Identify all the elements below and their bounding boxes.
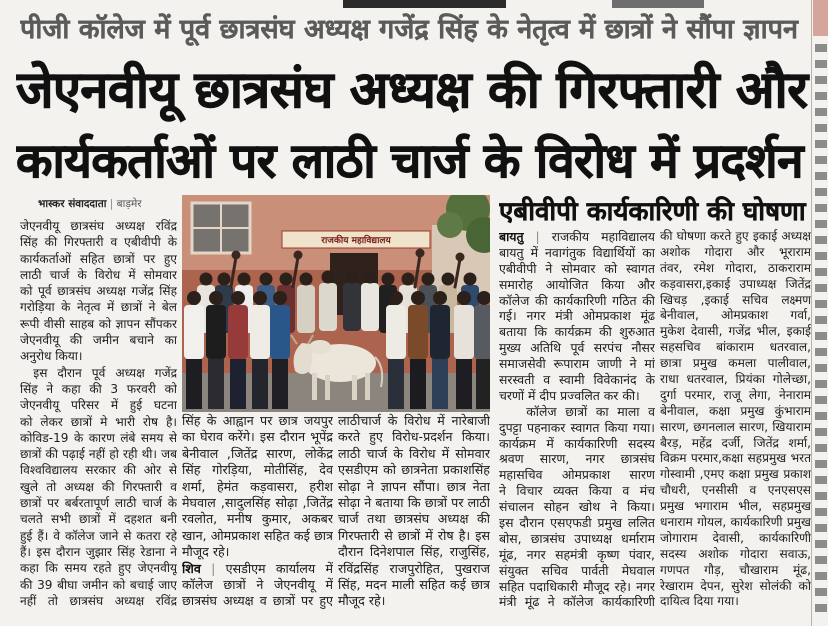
photo-person (228, 291, 248, 409)
text-line: जेएनवीयू परिसर में हुई घटना (20, 398, 177, 413)
text-line: शर्मा, हेमंत कड़वासरा, हरीश (182, 478, 333, 494)
byline-separator: | (109, 198, 114, 210)
text-line: जेएनवीयू छात्रसंघ अध्यक्ष रविंद्र (20, 219, 177, 233)
text-line: सोढ़ा ने बताया कि छात्रों पर लाठी (338, 494, 490, 510)
text-line: समाजसेवी रूपाराम जाणी ने मां (499, 356, 655, 372)
text-line: छात्रों की पढ़ाई नहीं हो रही थी। जब (20, 447, 177, 462)
text-line: सिंह के आह्वान पर छात्र जयपुर (182, 413, 333, 428)
text-line: सिंह ने कहा की 3 फरवरी को (20, 381, 177, 396)
text-line: राधा धतरवाल, प्रियंका गोलेच्छा, (660, 372, 811, 387)
photo-person (270, 291, 290, 409)
text-line: इस दौरान पूर्व अध्यक्ष गजेंद्र (33, 365, 177, 380)
text-line: खान, ओमप्रकाश सहित कई छात्र (182, 527, 333, 543)
text-line: दायित्व दिया गया। (660, 594, 739, 609)
text-line: संयुक्त सचिव पार्वती मेघवाल (499, 562, 655, 578)
photo-person (474, 291, 490, 409)
text-line: कड़वासरा,इकाई उपाध्यक्ष जितेंद्र (660, 276, 811, 291)
text-line: मूंढ, नगर सहमंत्री कृष्ण पंवार, (499, 546, 655, 562)
text-line: कार्यकर्ताओं सहित छात्रों पर हुए (20, 251, 177, 266)
text-line: सरस्वती व स्वामी विवेकानंद के (499, 372, 655, 388)
adjacent-column-fragment (815, 44, 827, 614)
text-line: विश्वविद्यालय सरकार की ओर से (20, 463, 177, 478)
text-line: बेनीवाल ,जितेंद्र सारण, लोकेंद्र (182, 445, 333, 461)
text-line: चरणों में दीप प्रज्वलित कर की। (499, 387, 640, 403)
dateline-separator: | (211, 560, 216, 576)
byline-place: बाड़मेर (116, 198, 142, 210)
byline (38, 195, 178, 213)
photo-banner-text: राजकीय महाविद्यालय (321, 236, 391, 246)
dateline-line (182, 561, 333, 577)
text-line: हुई हैं। वे कॉलेज जाने से कतरा रहे (20, 528, 177, 543)
text-line: एबीवीपी ने सोमवार को स्वागत (499, 260, 655, 276)
text-line: गरोड़िया के नेतृत्व में छात्रों ने बेल (20, 300, 177, 315)
text-line: कोविड-19 के कारण लंबे समय से (20, 430, 177, 445)
text-line: सिंह, मदन माली सहित कई छात्र (338, 576, 490, 592)
text-line: अनुरोध किया। (20, 349, 83, 364)
text-line: रेखाराम देपन, सुरेश सोलंकी को (660, 578, 811, 593)
text-line: विक्रम परमार,कक्षा सहप्रमुख भरत (660, 451, 811, 466)
byline-author: भास्कर संवाददाता (38, 198, 107, 210)
text-line: रवलोत, मनीष कुमार, अकबर (182, 511, 333, 527)
text-line: सदस्य अशोक गोदारा सवाऊ, (660, 546, 811, 561)
text-line: करते हुए विरोध-प्रदर्शन किया। (338, 429, 490, 445)
text-line: को लेकर छात्रों मे भारी रोष है। (20, 414, 177, 429)
main-story-column-1 (20, 218, 177, 614)
text-line: गोस्वामी ,एमए कक्षा प्रमुख प्रकाश (660, 467, 811, 482)
photo-person (386, 291, 406, 409)
text-line: बैरड़, महेंद्र दर्जी, जितेंद्र शर्मा, (660, 435, 811, 450)
text-line: छात्रा प्रमुख कमला पालीवाल, (660, 356, 811, 371)
text-line: मुकेश देवासी, गजेंद्र भील, इकाई (660, 324, 811, 339)
photo-person (206, 291, 226, 409)
text-line: बायतु में नवागंतुक विद्यार्थियों का (499, 244, 655, 260)
top-image-strip-dark (343, 0, 506, 8)
text-line: मौजूद रहे। (182, 544, 230, 560)
text-line: बोस, छात्रसंघ उपाध्यक्ष धर्माराम (499, 530, 655, 546)
photo-person (454, 291, 474, 409)
subheadline: पीजी कॉलेज में पूर्व छात्रसंघ अध्यक्ष गजेंद्र सिंह के नेतृत्व में छात्रों ने सौंपा ज्ञापन (20, 14, 798, 45)
text-line: को पूर्व छात्रसंघ अध्यक्ष गजेंद्र सिंह (20, 284, 177, 299)
paragraph-lines (499, 245, 655, 404)
main-story-column-2 (182, 413, 333, 613)
main-story-column-3 (338, 413, 490, 613)
column-rule (811, 0, 812, 626)
paragraph (499, 404, 655, 611)
paragraph (182, 413, 333, 561)
text-line: बेनीवाल, कक्षा प्रमुख कुंभाराम (660, 403, 811, 418)
paragraph (499, 229, 655, 404)
photo-person (430, 291, 450, 409)
text-line: प्रमुख भगाराम भील, सहप्रमुख (660, 499, 811, 514)
paragraph (338, 413, 490, 610)
abvp-column-2 (660, 229, 811, 615)
text-line: कॉलेज की कार्यकारिणी गठित की (499, 292, 655, 308)
text-line: कहा कि समय रहते हुए जेएनवीयू (20, 561, 177, 576)
text-line: खिचड़ ,इकाई सचिव लक्ष्मण (660, 292, 811, 307)
text-line: लाठी चार्ज के विरोध में सोमवार (20, 267, 177, 282)
text-line: गई। नगर मंत्री ओमप्रकाश मूंढ (499, 308, 655, 324)
text-line: खुले तो अध्यक्ष की गिरफ्तारी व (20, 479, 177, 494)
dateline-line-text: राजकीय महाविद्यालय (551, 229, 655, 244)
photo-person (184, 291, 204, 409)
dateline-line (499, 229, 655, 245)
dateline-line-text: एसडीएम कार्यालय में (225, 560, 333, 576)
text-line: मंत्री मूंढ ने कॉलेज कार्यकारिणी (499, 594, 655, 610)
text-line: छात्रसंघ अध्यक्ष व छात्रों पर हुए (182, 593, 333, 609)
text-line: गिरफ्तारी से छात्रों में रोष है। इस (338, 527, 490, 543)
text-line: नहीं तो छात्रसंघ अध्यक्ष रविंद्र (20, 593, 177, 608)
text-line: रविंद्रसिंह राजपुरोहित, पुखराज (338, 560, 490, 576)
dateline: शिव (182, 560, 201, 576)
text-line: मौजूद रहे। (338, 593, 386, 609)
text-line: कॉलेज छात्रों ने जेएनवीयू में (182, 576, 333, 592)
text-line: लाठी चार्ज के विरोध में सोमवार (338, 445, 490, 461)
text-line: समारोह आयोजित किया और (499, 276, 655, 292)
text-line: एसडीएम को छात्रनेता प्रकाशसिंह (338, 462, 490, 478)
text-line: चार्ज तथा छात्रसंघ अध्यक्ष की (338, 511, 490, 527)
text-line: जोगाराम देवासी, कार्यकारिणी (660, 530, 811, 545)
photo-person (250, 291, 270, 409)
text-line: मेघवाल ,सादुलसिंह सोढ़ा ,जितेंद्र (182, 494, 333, 510)
text-line: गणपत गौड़, चौखाराम मूंढ, (660, 562, 811, 577)
text-line: अशोक गोदारा और भूराराम (660, 244, 811, 259)
text-line: कॉलेज छात्रों का माला व (526, 403, 655, 419)
abvp-heading: एबीवीपी कार्यकारिणी की घोषणा (499, 197, 806, 227)
photo-person (408, 291, 428, 409)
paragraph-lines (182, 577, 333, 610)
paragraph (182, 561, 333, 610)
text-line: चलते सभी छात्रों में दहशत बनी (20, 512, 177, 527)
photo-banner (282, 231, 430, 248)
text-line: सिंह गोरड़िया, मोतीसिंह, देव (182, 462, 333, 478)
news-photo (182, 195, 490, 412)
photo-window (192, 203, 250, 253)
text-line: चौधरी, एनसीसी व एनएसएस (660, 483, 811, 498)
text-line: रूपी वीसी साहब को ज्ञापन सौंपकर (20, 316, 177, 331)
text-line: की 39 बीघा जमीन को बचाई जाए (20, 577, 177, 592)
text-line: सहसचिव बांकाराम धतरवाल, (660, 340, 811, 355)
text-line: सोढ़ा ने ज्ञापन सौंपा। छात्र नेता (338, 478, 490, 494)
text-line: का घेराव करेंगे। इस दौरान भूपेंद्र (182, 429, 333, 445)
text-line: इस दौरान एसएफडी प्रमुख ललित (499, 515, 655, 531)
paragraph (20, 365, 177, 609)
headline-line-2: कार्यकर्ताओं पर लाठी चार्ज के विरोध में प्रदर्शन (16, 134, 803, 189)
text-line: धनाराम गोयल, कार्यकारिणी प्रमुख (660, 515, 811, 530)
text-line: ने विचार व्यक्त किया व मंच (499, 483, 655, 499)
dateline: बायतु (499, 229, 524, 244)
text-line: हैं। इस दौरान जुझार सिंह रेडाना ने (20, 544, 177, 559)
text-line: की घोषणा करते हुए इकाई अध्यक्ष (660, 229, 811, 243)
top-image-strip-gray (612, 0, 704, 8)
text-line: दौरान दिनेशपाल सिंह, राजुसिंह, (338, 544, 490, 560)
text-line: महासचिव ओमप्रकाश सारण (499, 467, 655, 483)
text-line: दुपट्टा पहनाकर स्वागत किया गया। (499, 419, 655, 435)
headline-line-1: जेएनवीयू छात्रसंघ अध्यक्ष की गिरफ्तारी और (16, 60, 808, 119)
paragraph (660, 229, 811, 610)
text-line: बताया कि कार्यक्रम की शुरुआत (499, 324, 655, 340)
dateline-separator: | (535, 229, 540, 244)
text-line: दुर्गा परमार, राजू लेगा, नेनाराम (660, 387, 811, 402)
abvp-column-1 (499, 229, 655, 615)
text-line: श्रवण सारण, नगर छात्रसंघ (499, 451, 655, 467)
text-line: जेएनवीयू की जमीन बचाने का (20, 333, 177, 348)
text-line: छात्रों पर बर्बरतापूर्ण लाठी चार्ज के (20, 496, 177, 511)
paragraph (20, 218, 177, 365)
text-line: सारण, छगनलाल सारण, खियाराम (660, 419, 811, 434)
text-line: कार्यक्रम में कार्यकारिणी सदस्य (499, 435, 655, 451)
text-line: लाठीचार्ज के विरोध में नारेबाजी (338, 413, 490, 428)
text-line: संचालन सोहन खोथ ने किया। (499, 499, 655, 515)
text-line: सहित पदाधिकारी मौजूद रहे। नगर (499, 578, 655, 594)
text-line: मुख्य अतिथि पूर्व सरपंच नौसर (499, 340, 655, 356)
text-line: बेनीवाल, ओमप्रकाश गर्वा, (660, 308, 811, 323)
text-line: सिंह की गिरफ्तारी व एबीवीपी के (20, 235, 177, 250)
text-line: तंवर, रमेश गोदारा, ठाकराराम (660, 260, 811, 275)
adjacent-photo-fragment (813, 0, 828, 36)
